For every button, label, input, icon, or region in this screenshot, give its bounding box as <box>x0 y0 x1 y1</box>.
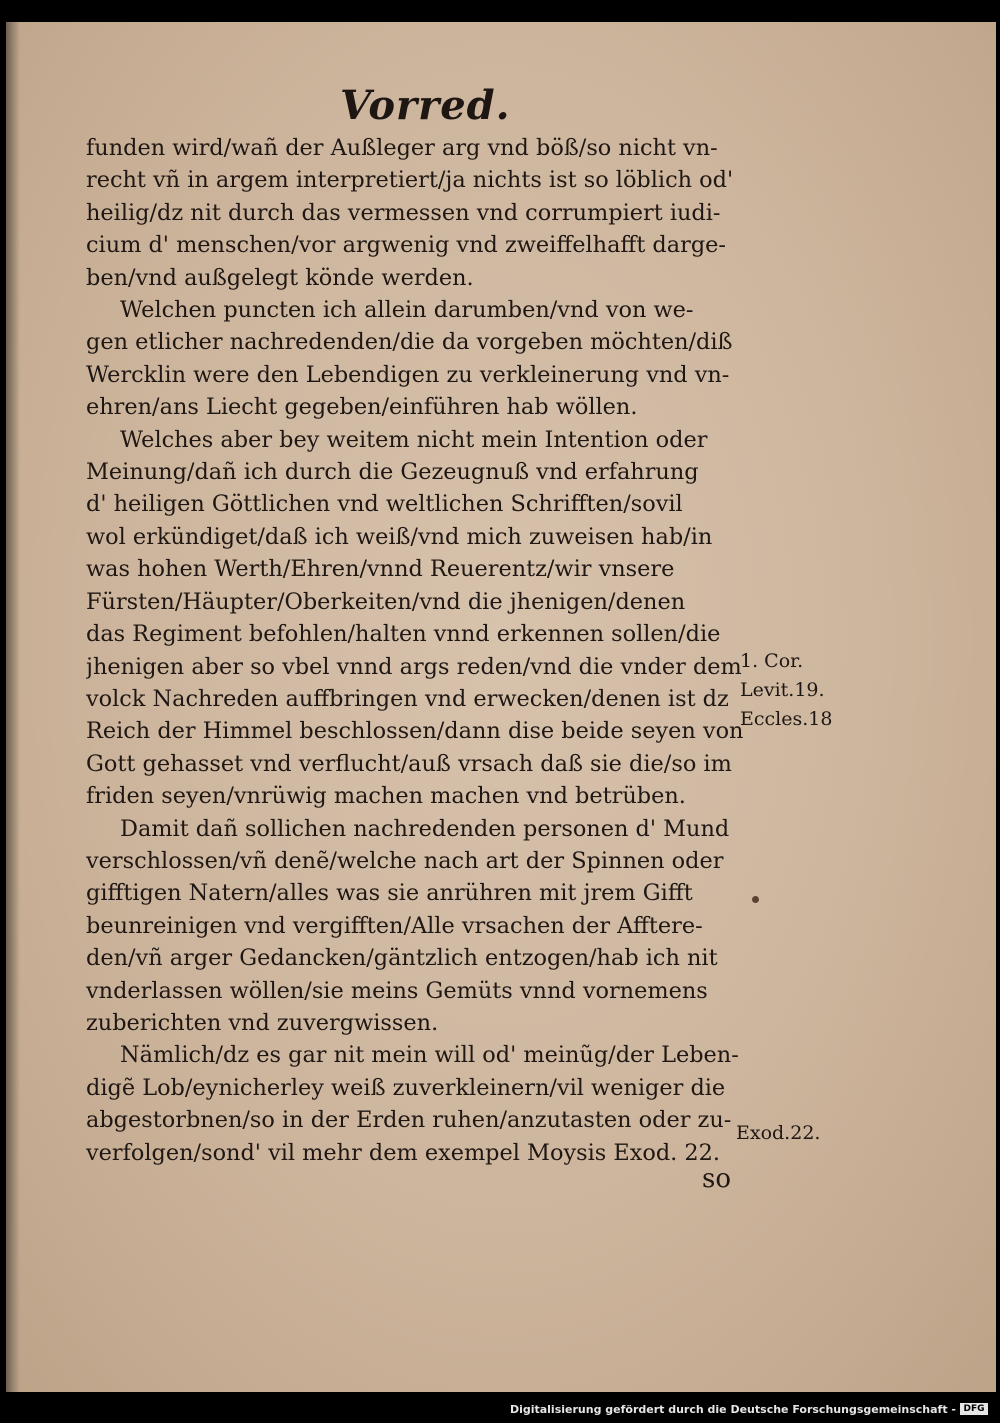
dfg-logo: DFG <box>960 1403 988 1415</box>
text-line: Gott gehasset vnd verflucht/auß vrsach daß sie die/so im <box>86 750 732 777</box>
text-line: das Regiment befohlen/halten vnnd erkennen sollen/die <box>86 621 721 648</box>
margin-note: Levit.19. <box>740 679 825 701</box>
running-head: Vorred. <box>340 82 511 129</box>
text-line: Wercklin were den Lebendigen zu verkleinerung vnd vn- <box>86 361 730 388</box>
text-line: Meinung/dañ ich durch die Gezeugnuß vnd erfahrung <box>86 459 699 486</box>
text-line: ehren/ans Liecht gegeben/einführen hab wöllen. <box>86 394 638 421</box>
text-line: gen etlicher nachredenden/die da vorgeben möchten/diß <box>86 329 733 356</box>
text-line: wol erkündiget/daß ich weiß/vnd mich zuweisen hab/in <box>86 523 713 550</box>
text-line: cium d' menschen/vor argwenig vnd zweiffelhafft darge- <box>86 232 726 259</box>
text-line: heilig/dz nit durch das vermessen vnd corrumpiert iudi- <box>86 199 721 226</box>
text-line: friden seyen/vnrüwig machen machen vnd betrüben. <box>86 783 686 810</box>
text-line: den/vñ arger Gedancken/gäntzlich entzogen/hab ich nit <box>86 945 718 972</box>
text-line: verfolgen/sond' vil mehr dem exempel Moysis Exod. 22. <box>86 1139 720 1166</box>
margin-note: 1. Cor. <box>740 650 804 672</box>
text-line: volck Nachreden auffbringen vnd erwecken/denen ist dz <box>86 685 729 712</box>
text-line: Damit dañ sollichen nachredenden personen d' Mund <box>120 815 730 842</box>
margin-note: Eccles.18 <box>740 708 833 730</box>
text-line: gifftigen Natern/alles was sie anrühren mit jrem Gifft <box>86 880 693 907</box>
margin-note-exod: Exod.22. <box>736 1122 821 1144</box>
ink-spot <box>752 896 759 903</box>
text-line: Fürsten/Häupter/Oberkeiten/vnd die jhenigen/denen <box>86 588 686 615</box>
text-line: abgestorbnen/so in der Erden ruhen/anzutasten oder zu- <box>86 1107 732 1134</box>
text-line: verschlossen/vñ denẽ/welche nach art der Spinnen oder <box>86 847 724 874</box>
text-line: digẽ Lob/eynicherley weiß zuverkleinern/vil weniger die <box>86 1074 726 1101</box>
text-line: Reich der Himmel beschlossen/dann dise beide seyen von <box>86 718 744 745</box>
digitization-credit: Digitalisierung gefördert durch die Deutsche Forschungsgemeinschaft - <box>509 1403 956 1416</box>
page-body-text <box>86 132 746 1169</box>
text-line: zuberichten vnd zuvergwissen. <box>86 1009 439 1036</box>
text-line: Welches aber bey weitem nicht mein Intention oder <box>120 426 708 453</box>
text-line: jhenigen aber so vbel vnnd args reden/vnd die vnder dem <box>86 653 742 680</box>
catchword: so <box>702 1164 731 1194</box>
text-line: beunreinigen vnd vergifften/Alle vrsachen der Afftere- <box>86 912 703 939</box>
text-line: recht vñ in argem interpretiert/ja nichts ist so löblich od' <box>86 167 734 194</box>
text-line: was hohen Werth/Ehren/vnnd Reuerentz/wir vnsere <box>86 556 675 583</box>
page-binding-edge <box>6 22 20 1392</box>
text-line: vnderlassen wöllen/sie meins Gemüts vnnd vornemens <box>86 977 708 1004</box>
text-line: funden wird/wañ der Außleger arg vnd böß/so nicht vn- <box>86 135 718 161</box>
text-line: d' heiligen Göttlichen vnd weltlichen Schrifften/sovil <box>86 491 683 518</box>
text-line: Welchen puncten ich allein darumben/vnd von we- <box>120 297 694 324</box>
margin-notes <box>740 650 850 737</box>
text-line: Nämlich/dz es gar nit mein will od' meinũg/der Leben- <box>120 1042 739 1069</box>
text-line: ben/vnd außgelegt könde werden. <box>86 264 474 291</box>
